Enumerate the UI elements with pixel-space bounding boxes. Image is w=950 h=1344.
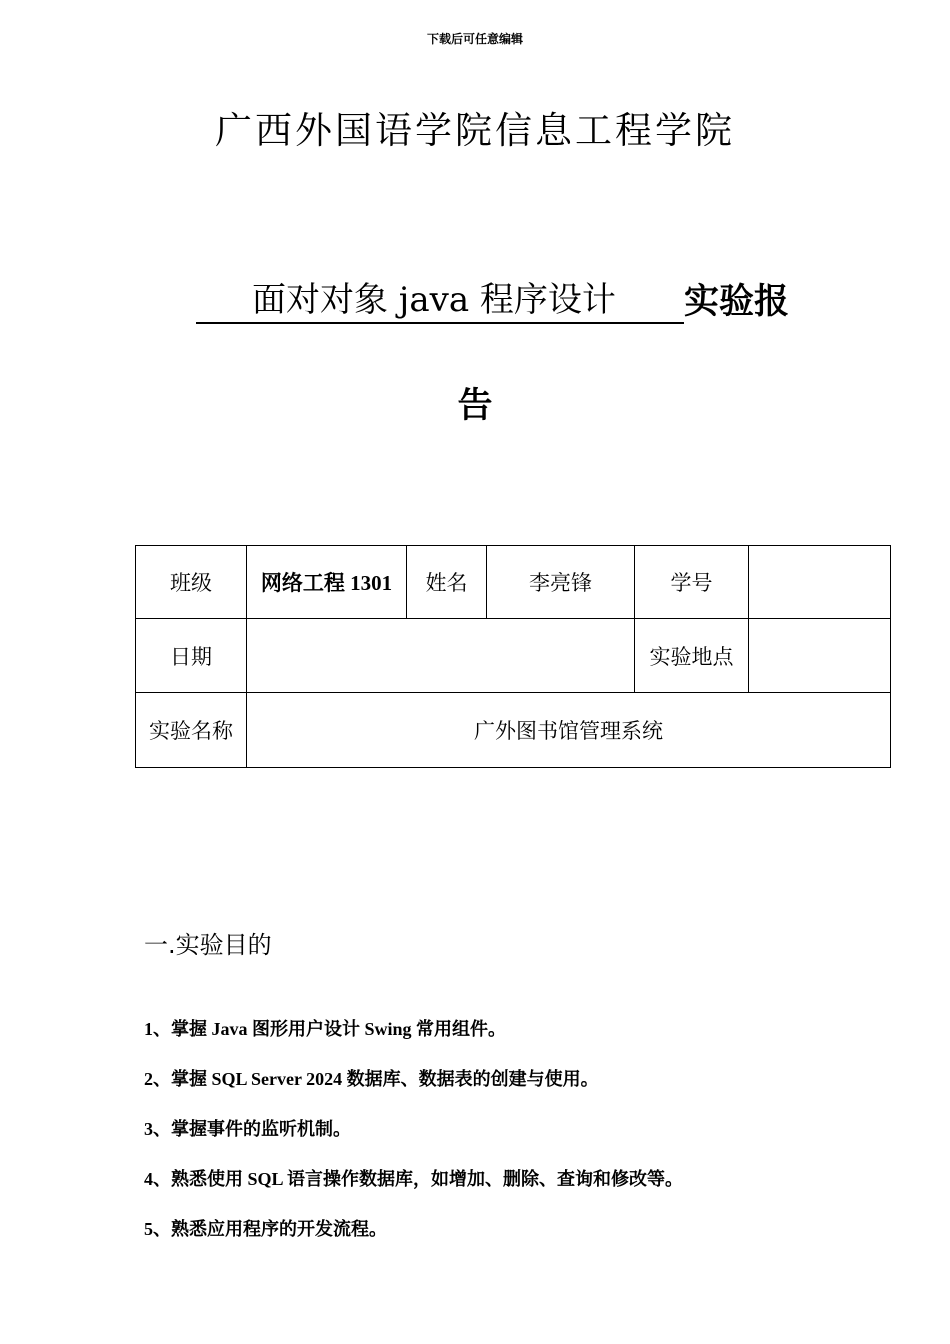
list-item: 5、熟悉应用程序的开发流程。 <box>144 1219 387 1239</box>
name-label: 姓名 <box>407 546 487 619</box>
class-value: 网络工程 1301 <box>247 546 407 619</box>
objectives-list <box>144 1015 904 1265</box>
list-item: 2、掌握 SQL Server 2024 数据库、数据表的创建与使用。 <box>144 1069 599 1089</box>
experiment-name-label: 实验名称 <box>136 693 247 768</box>
student-id-label: 学号 <box>635 546 749 619</box>
date-label: 日期 <box>136 619 247 693</box>
school-title: 广西外国语学院信息工程学院 <box>215 109 735 152</box>
course-name: 面对对象 java 程序设计 <box>196 278 684 324</box>
list-item: 1、掌握 Java 图形用户设计 Swing 常用组件。 <box>144 1019 507 1039</box>
table-row <box>136 619 891 693</box>
location-value <box>749 619 891 693</box>
student-id-value <box>749 546 891 619</box>
section-heading: 一.实验目的 <box>144 931 272 959</box>
header-note: 下载后可任意编辑 <box>426 32 523 46</box>
date-value <box>247 619 635 693</box>
list-item: 3、掌握事件的监听机制。 <box>144 1119 351 1139</box>
list-item: 4、熟悉使用 SQL 语言操作数据库，如增加、删除、查询和修改等。 <box>144 1169 684 1189</box>
class-label: 班级 <box>136 546 247 619</box>
table-row <box>136 693 891 768</box>
name-value: 李亮锋 <box>487 546 635 619</box>
report-title <box>196 278 796 328</box>
experiment-name-value: 广外图书馆管理系统 <box>247 693 891 768</box>
table-row <box>136 546 891 619</box>
location-label: 实验地点 <box>635 619 749 693</box>
info-table <box>135 545 891 768</box>
report-suffix: 实验报 <box>684 282 790 322</box>
report-suffix-tail: 告 <box>457 386 493 426</box>
